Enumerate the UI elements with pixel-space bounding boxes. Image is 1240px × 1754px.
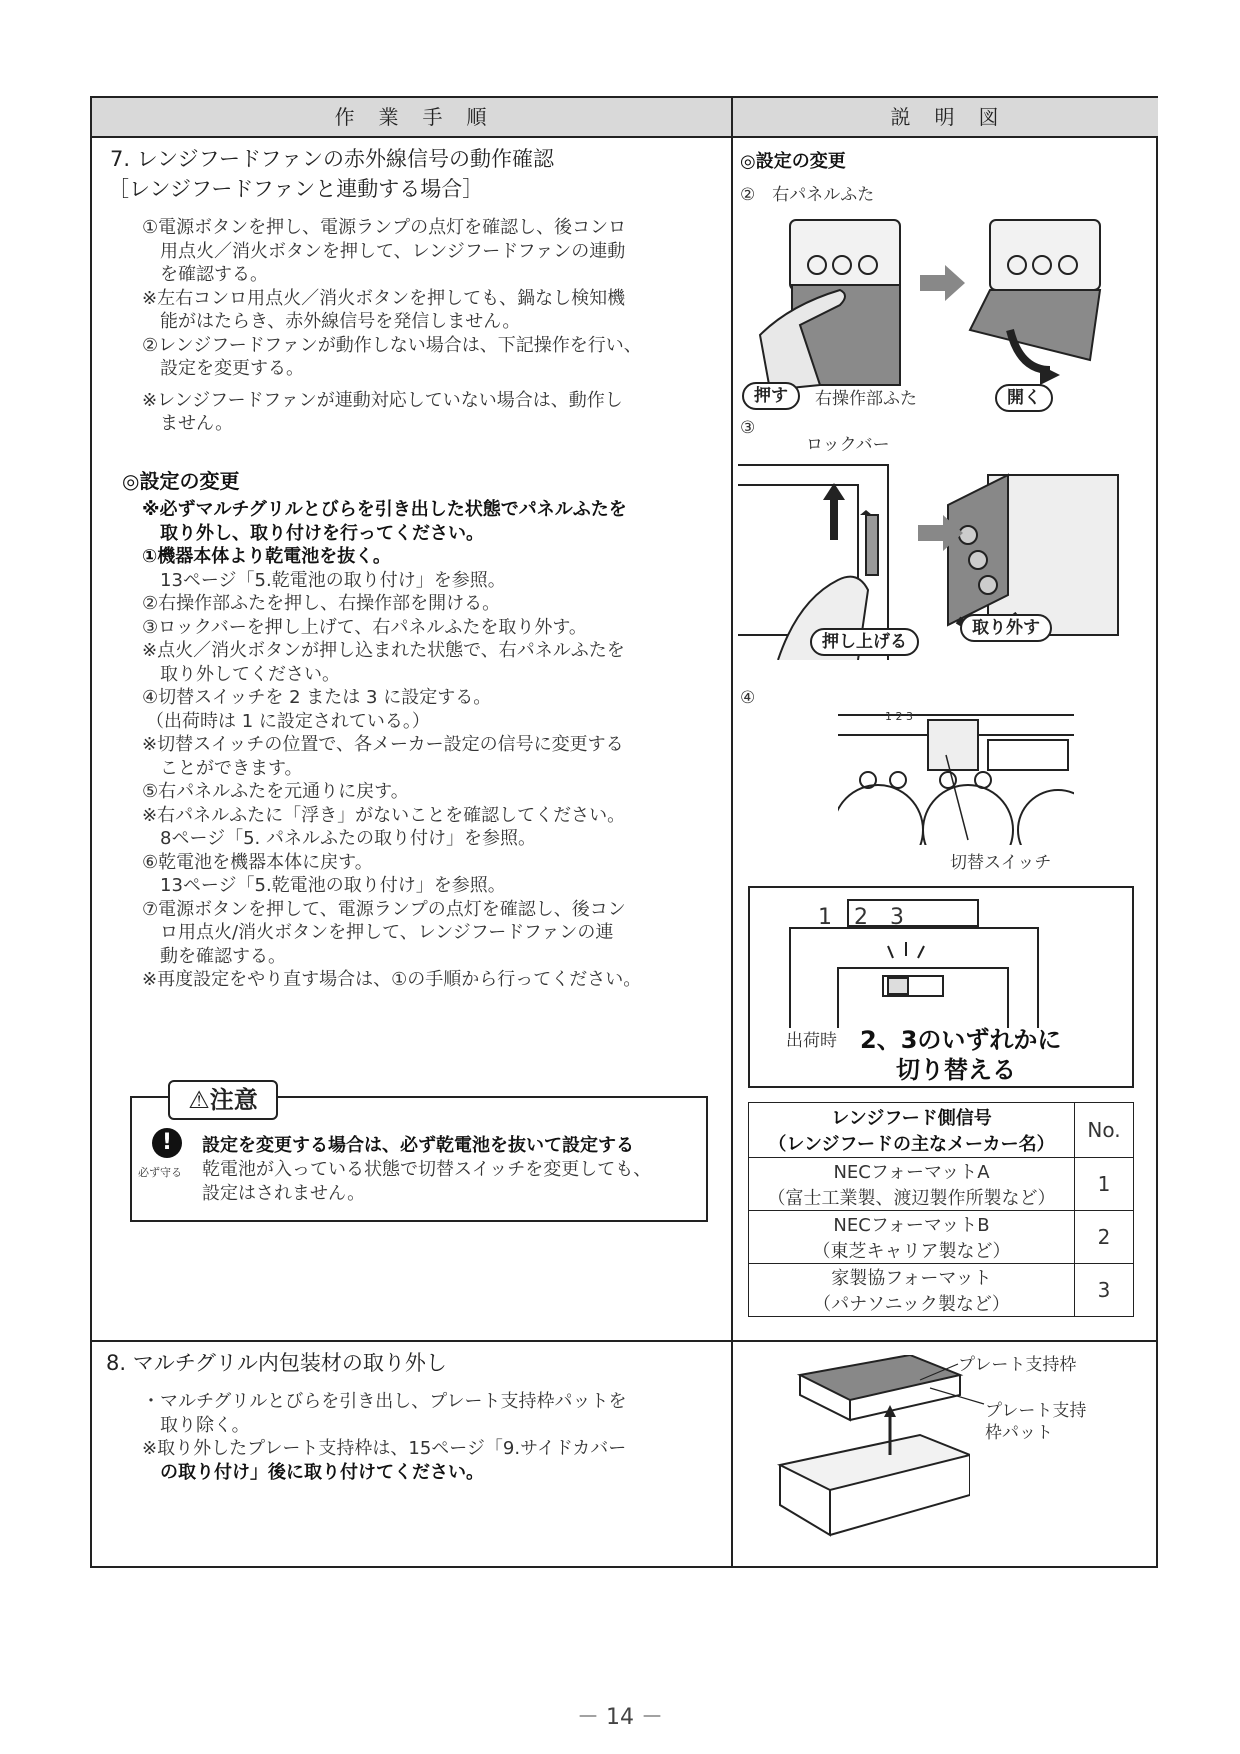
- step-line: 動を確認する。: [160, 945, 286, 967]
- note-line: ※切替スイッチの位置で、各メーカー設定の信号に変更する: [142, 734, 624, 755]
- caution-icon-label: 必ず守る: [138, 1166, 182, 1179]
- table-row: [749, 1158, 1134, 1211]
- table-row: [749, 1211, 1134, 1264]
- text-line: ・マルチグリルとびらを引き出し、プレート支持枠パットを: [142, 1391, 627, 1412]
- plate-frame-label: プレート支持枠: [958, 1355, 1077, 1375]
- step-line: （出荷時は 1 に設定されている。）: [146, 710, 430, 732]
- diagram-change-title: ◎設定の変更: [740, 151, 846, 172]
- table-header-cell: レンジフード側信号 （レンジフードの主なメーカー名）: [749, 1103, 1075, 1158]
- header-procedure: 作 業 手 順: [92, 98, 731, 136]
- note-line: ません。: [160, 413, 234, 434]
- table-cell: NECフォーマットB （東芝キャリア製など）: [749, 1211, 1075, 1264]
- page-number: － 14 －: [577, 1705, 663, 1730]
- text-line: 設定を変更する。: [160, 358, 304, 379]
- header-diagram: 説 明 図: [733, 98, 1158, 136]
- caution-title: ⚠注意: [168, 1080, 278, 1120]
- step-line: ①機器本体より乾電池を抜く。: [142, 546, 391, 567]
- switch-instruction-1: 2、3のいずれかに: [860, 1026, 1062, 1054]
- step-line: ⑥乾電池を機器本体に戻す。: [142, 851, 373, 873]
- table-cell: 家製協フォーマット （パナソニック製など）: [749, 1264, 1075, 1317]
- step2-label: ② 右パネルふた: [740, 185, 875, 205]
- plate-pad-label-2: 枠パット: [985, 1423, 1053, 1443]
- push-label: 押す: [742, 382, 800, 410]
- caution-text: 設定はされません。: [202, 1183, 366, 1204]
- note-line: 取り外してください。: [160, 663, 340, 685]
- lockbar-label: ロックバー: [806, 435, 890, 455]
- column-divider: [731, 98, 733, 1566]
- note-line: ※右パネルふたに「浮き」がないことを確認してください。: [142, 804, 626, 826]
- switch-instruction-2: 切り替える: [896, 1056, 1016, 1084]
- note-line: の取り付け」後に取り付けてください。: [160, 1461, 484, 1483]
- signal-table: [748, 1102, 1134, 1317]
- section7-subtitle: ［レンジフードファンと連動する場合］: [108, 177, 484, 201]
- change-steps-block: [142, 498, 641, 992]
- section-divider: [92, 1340, 1156, 1342]
- table-cell: NECフォーマットA （富士工業製、渡辺製作所製など）: [749, 1158, 1075, 1211]
- lockbar-diagram: [738, 455, 1128, 660]
- step-line: ロ用点火/消火ボタンを押して、レンジフードファンの連: [160, 922, 614, 943]
- text-line: 用点火／消火ボタンを押して、レンジフードファンの連動: [160, 240, 626, 262]
- note-line: ※再度設定をやり直す場合は、①の手順から行ってください。: [142, 969, 642, 990]
- note-line: ※取り外したプレート支持枠は、15ページ「9.サイドカバー: [142, 1438, 627, 1459]
- step3-label: ③: [740, 418, 756, 438]
- table-cell-no: 1: [1075, 1158, 1134, 1211]
- switch-location-diagram: [838, 695, 1074, 845]
- push-up-label: 押し上げる: [810, 628, 919, 656]
- step-line: ②右操作部ふたを押し、右操作部を開ける。: [142, 593, 501, 614]
- reference-line: 8ページ「5. パネルふたの取り付け」を参照。: [160, 828, 536, 849]
- note-line: ことができます。: [160, 757, 303, 779]
- reference-line: 13ページ「5.乾電池の取り付け」を参照。: [160, 875, 506, 896]
- leader-lines: [900, 1358, 990, 1418]
- caution-bold-text: 設定を変更する場合は、必ず乾電池を抜いて設定する: [202, 1135, 634, 1156]
- section8-title: 8. マルチグリル内包装材の取り外し: [106, 1351, 447, 1375]
- step-line: ③ロックバーを押し上げて、右パネルふたを取り外す。: [142, 616, 587, 638]
- reference-line: 13ページ「5.乾電池の取り付け」を参照。: [160, 569, 506, 591]
- step4-label: ④: [740, 688, 756, 708]
- caution-text: 乾電池が入っている状態で切替スイッチを変更しても、: [202, 1159, 652, 1180]
- table-cell-no: 3: [1075, 1264, 1134, 1317]
- caution-box: [130, 1086, 708, 1222]
- text-line: ②レンジフードファンが動作しない場合は、下記操作を行い、: [142, 334, 642, 356]
- text-line: ①電源ボタンを押し、電源ランプの点灯を確認し、後コンロ: [142, 217, 627, 238]
- change-setting-title: ◎設定の変更: [122, 469, 240, 493]
- table-header-row: [749, 1103, 1134, 1158]
- switch-detail-box: [748, 886, 1134, 1088]
- header-divider: [92, 136, 1156, 138]
- note-line: ※左右コンロ用点火／消火ボタンを押しても、鍋なし検知機: [142, 287, 626, 309]
- text-line: を確認する。: [160, 264, 268, 285]
- switch-label: 切替スイッチ: [950, 853, 1052, 873]
- table-header-no: No.: [1075, 1103, 1134, 1158]
- switch-numbers-small: 1 2 3: [885, 710, 913, 723]
- exclamation-icon: !: [152, 1128, 182, 1158]
- step-1-block: [142, 216, 642, 436]
- section7-title: 7. レンジフードファンの赤外線信号の動作確認: [110, 147, 554, 171]
- section8-block: [142, 1390, 627, 1484]
- step-line: ⑦電源ボタンを押して、電源ランプの点灯を確認し、後コン: [142, 898, 626, 920]
- step-line: ⑤右パネルふたを元通りに戻す。: [142, 781, 409, 802]
- plate-pad-label-1: プレート支持: [985, 1401, 1087, 1421]
- shipping-label: 出荷時: [786, 1031, 837, 1051]
- note-line: ※レンジフードファンが連動対応していない場合は、動作し: [142, 389, 623, 411]
- lower-cover-label: 右操作部ふた: [815, 389, 917, 409]
- switch-box-numbers: 1 2 3: [818, 905, 904, 930]
- table-row: [749, 1264, 1134, 1317]
- note-line: 能がはたらき、赤外線信号を発信しません。: [160, 311, 521, 332]
- warning-line: 取り外し、取り付けを行ってください。: [160, 522, 484, 544]
- remove-label: 取り外す: [960, 614, 1052, 642]
- open-label: 開く: [995, 384, 1053, 412]
- warning-line: ※必ずマルチグリルとびらを引き出した状態でパネルふたを: [142, 499, 627, 520]
- step-line: ④切替スイッチを 2 または 3 に設定する。: [142, 687, 492, 708]
- text-line: 取り除く。: [160, 1414, 250, 1436]
- note-line: ※点火／消火ボタンが押し込まれた状態で、右パネルふたを: [142, 640, 625, 661]
- table-cell-no: 2: [1075, 1211, 1134, 1264]
